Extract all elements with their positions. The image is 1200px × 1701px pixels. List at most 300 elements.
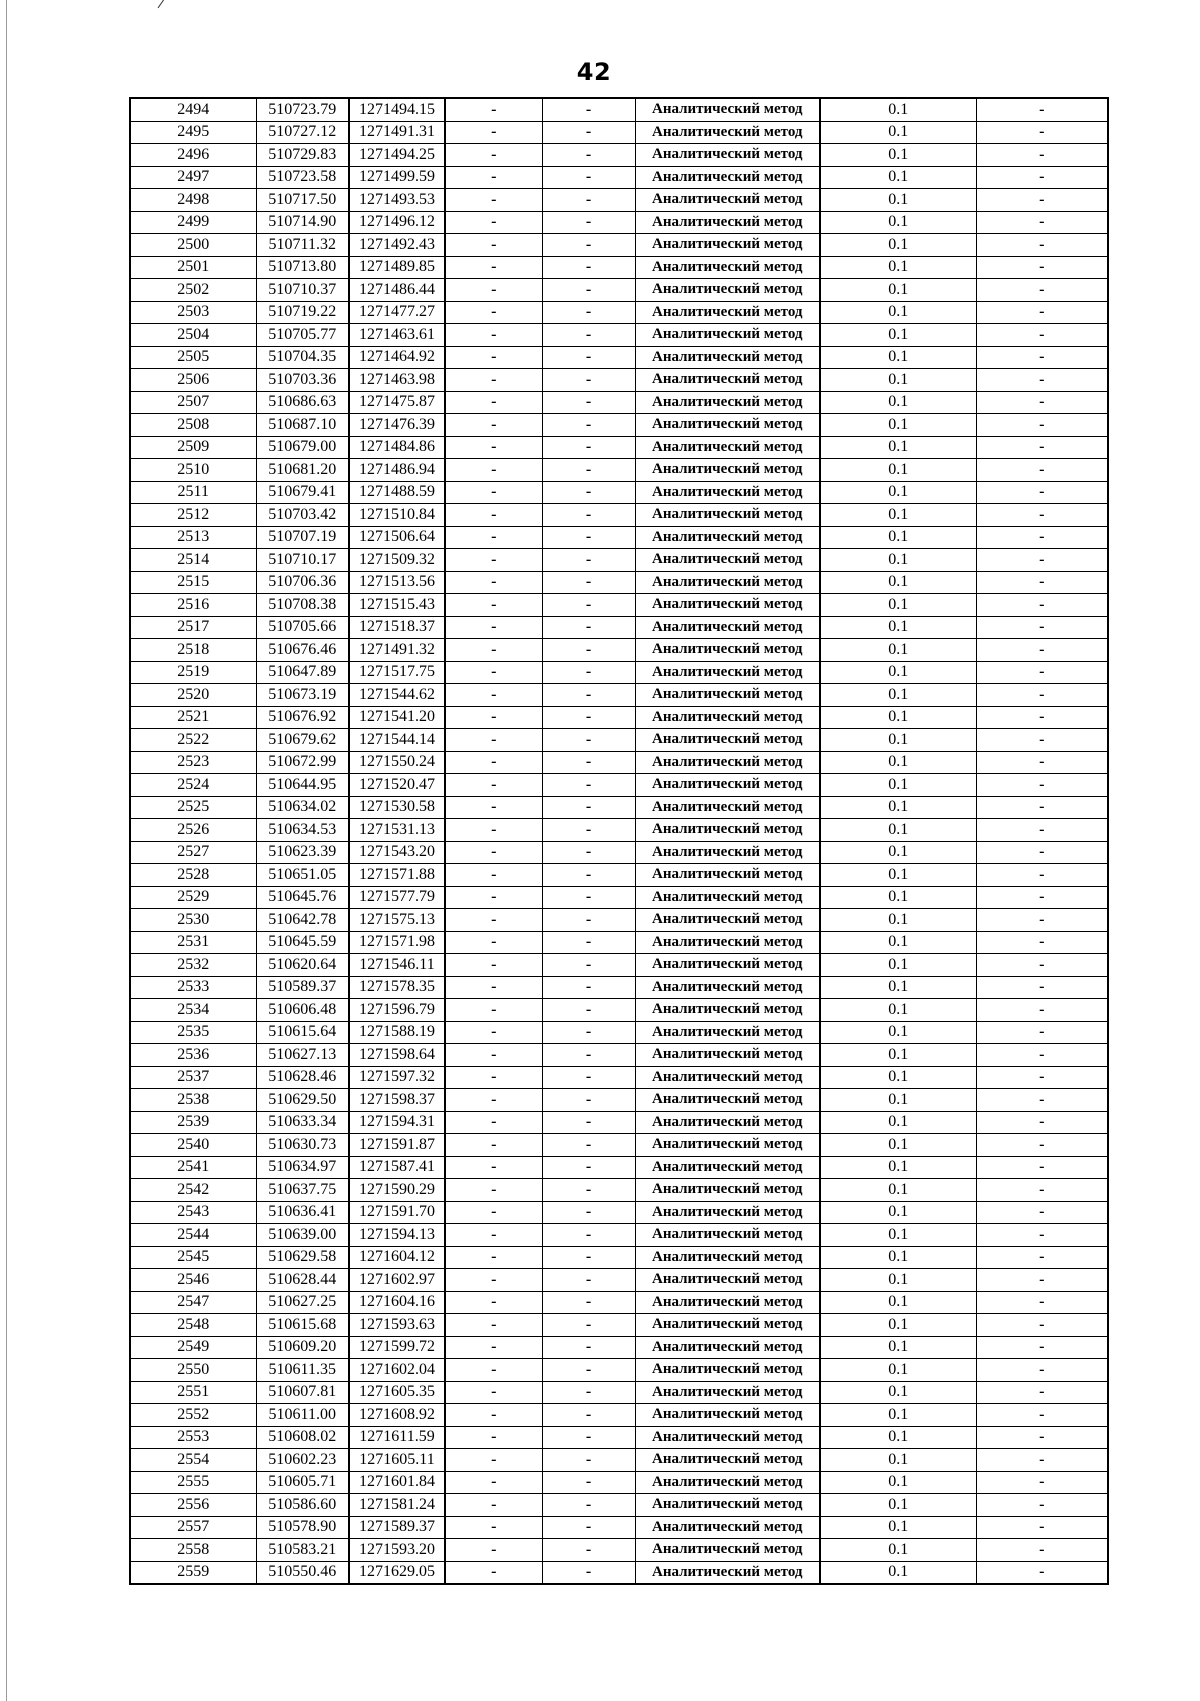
dash-cell: - bbox=[445, 909, 542, 932]
dash-cell: - bbox=[445, 279, 542, 302]
method-cell: Аналитический метод bbox=[635, 909, 820, 932]
table-row bbox=[130, 751, 1108, 774]
table-row bbox=[130, 864, 1108, 887]
dash-cell: - bbox=[445, 144, 542, 167]
accuracy-cell: 0.1 bbox=[820, 1359, 976, 1382]
point-number-cell: 2534 bbox=[130, 999, 256, 1022]
dash-cell: - bbox=[445, 999, 542, 1022]
dash-cell: - bbox=[976, 211, 1108, 234]
table-row bbox=[130, 1471, 1108, 1494]
accuracy-cell: 0.1 bbox=[820, 729, 976, 752]
point-number-cell: 2519 bbox=[130, 661, 256, 684]
table-row bbox=[130, 301, 1108, 324]
dash-cell: - bbox=[976, 1561, 1108, 1584]
dash-cell: - bbox=[976, 121, 1108, 144]
x-coordinate-cell: 510723.79 bbox=[256, 98, 349, 121]
y-coordinate-cell: 1271629.05 bbox=[349, 1561, 445, 1584]
dash-cell: - bbox=[445, 189, 542, 212]
y-coordinate-cell: 1271544.14 bbox=[349, 729, 445, 752]
accuracy-cell: 0.1 bbox=[820, 1089, 976, 1112]
table-row bbox=[130, 976, 1108, 999]
x-coordinate-cell: 510708.38 bbox=[256, 594, 349, 617]
y-coordinate-cell: 1271520.47 bbox=[349, 774, 445, 797]
table-row bbox=[130, 256, 1108, 279]
dash-cell: - bbox=[542, 234, 635, 257]
dash-cell: - bbox=[542, 886, 635, 909]
point-number-cell: 2554 bbox=[130, 1449, 256, 1472]
point-number-cell: 2507 bbox=[130, 391, 256, 414]
table-row bbox=[130, 1089, 1108, 1112]
x-coordinate-cell: 510628.44 bbox=[256, 1269, 349, 1292]
accuracy-cell: 0.1 bbox=[820, 121, 976, 144]
dash-cell: - bbox=[976, 1156, 1108, 1179]
point-number-cell: 2509 bbox=[130, 436, 256, 459]
x-coordinate-cell: 510586.60 bbox=[256, 1494, 349, 1517]
dash-cell: - bbox=[976, 1539, 1108, 1562]
method-cell: Аналитический метод bbox=[635, 841, 820, 864]
table-row bbox=[130, 841, 1108, 864]
point-number-cell: 2541 bbox=[130, 1156, 256, 1179]
y-coordinate-cell: 1271494.25 bbox=[349, 144, 445, 167]
accuracy-cell: 0.1 bbox=[820, 481, 976, 504]
table-row bbox=[130, 1561, 1108, 1584]
y-coordinate-cell: 1271611.59 bbox=[349, 1426, 445, 1449]
method-cell: Аналитический метод bbox=[635, 504, 820, 527]
method-cell: Аналитический метод bbox=[635, 931, 820, 954]
dash-cell: - bbox=[542, 796, 635, 819]
point-number-cell: 2552 bbox=[130, 1404, 256, 1427]
x-coordinate-cell: 510639.00 bbox=[256, 1224, 349, 1247]
y-coordinate-cell: 1271602.97 bbox=[349, 1269, 445, 1292]
point-number-cell: 2522 bbox=[130, 729, 256, 752]
point-number-cell: 2556 bbox=[130, 1494, 256, 1517]
dash-cell: - bbox=[542, 1179, 635, 1202]
accuracy-cell: 0.1 bbox=[820, 1539, 976, 1562]
y-coordinate-cell: 1271596.79 bbox=[349, 999, 445, 1022]
dash-cell: - bbox=[976, 324, 1108, 347]
point-number-cell: 2547 bbox=[130, 1291, 256, 1314]
point-number-cell: 2505 bbox=[130, 346, 256, 369]
table-row bbox=[130, 1066, 1108, 1089]
y-coordinate-cell: 1271599.72 bbox=[349, 1336, 445, 1359]
method-cell: Аналитический метод bbox=[635, 571, 820, 594]
dash-cell: - bbox=[542, 211, 635, 234]
dash-cell: - bbox=[542, 639, 635, 662]
method-cell: Аналитический метод bbox=[635, 1426, 820, 1449]
method-cell: Аналитический метод bbox=[635, 864, 820, 887]
y-coordinate-cell: 1271492.43 bbox=[349, 234, 445, 257]
accuracy-cell: 0.1 bbox=[820, 301, 976, 324]
accuracy-cell: 0.1 bbox=[820, 594, 976, 617]
method-cell: Аналитический метод bbox=[635, 256, 820, 279]
method-cell: Аналитический метод bbox=[635, 1516, 820, 1539]
y-coordinate-cell: 1271464.92 bbox=[349, 346, 445, 369]
point-number-cell: 2515 bbox=[130, 571, 256, 594]
method-cell: Аналитический метод bbox=[635, 1494, 820, 1517]
table-row bbox=[130, 121, 1108, 144]
dash-cell: - bbox=[542, 954, 635, 977]
dash-cell: - bbox=[445, 1516, 542, 1539]
method-cell: Аналитический метод bbox=[635, 729, 820, 752]
accuracy-cell: 0.1 bbox=[820, 1269, 976, 1292]
dash-cell: - bbox=[445, 819, 542, 842]
y-coordinate-cell: 1271587.41 bbox=[349, 1156, 445, 1179]
point-number-cell: 2526 bbox=[130, 819, 256, 842]
dash-cell: - bbox=[542, 909, 635, 932]
table-row bbox=[130, 1516, 1108, 1539]
dash-cell: - bbox=[976, 1291, 1108, 1314]
accuracy-cell: 0.1 bbox=[820, 1021, 976, 1044]
accuracy-cell: 0.1 bbox=[820, 841, 976, 864]
y-coordinate-cell: 1271571.98 bbox=[349, 931, 445, 954]
dash-cell: - bbox=[445, 954, 542, 977]
dash-cell: - bbox=[445, 729, 542, 752]
table-row bbox=[130, 459, 1108, 482]
accuracy-cell: 0.1 bbox=[820, 999, 976, 1022]
dash-cell: - bbox=[445, 1089, 542, 1112]
x-coordinate-cell: 510645.59 bbox=[256, 931, 349, 954]
table-row bbox=[130, 1539, 1108, 1562]
dash-cell: - bbox=[542, 594, 635, 617]
point-number-cell: 2506 bbox=[130, 369, 256, 392]
point-number-cell: 2540 bbox=[130, 1134, 256, 1157]
dash-cell: - bbox=[445, 436, 542, 459]
dash-cell: - bbox=[976, 729, 1108, 752]
dash-cell: - bbox=[445, 796, 542, 819]
dash-cell: - bbox=[445, 1561, 542, 1584]
table-row bbox=[130, 526, 1108, 549]
dash-cell: - bbox=[976, 1179, 1108, 1202]
table-row bbox=[130, 1179, 1108, 1202]
dash-cell: - bbox=[976, 1246, 1108, 1269]
x-coordinate-cell: 510714.90 bbox=[256, 211, 349, 234]
method-cell: Аналитический метод bbox=[635, 1314, 820, 1337]
dash-cell: - bbox=[542, 459, 635, 482]
y-coordinate-cell: 1271486.94 bbox=[349, 459, 445, 482]
point-number-cell: 2543 bbox=[130, 1201, 256, 1224]
dash-cell: - bbox=[542, 166, 635, 189]
method-cell: Аналитический метод bbox=[635, 751, 820, 774]
dash-cell: - bbox=[976, 369, 1108, 392]
x-coordinate-cell: 510679.41 bbox=[256, 481, 349, 504]
method-cell: Аналитический метод bbox=[635, 1111, 820, 1134]
dash-cell: - bbox=[445, 234, 542, 257]
dash-cell: - bbox=[976, 909, 1108, 932]
dash-cell: - bbox=[542, 1111, 635, 1134]
y-coordinate-cell: 1271581.24 bbox=[349, 1494, 445, 1517]
accuracy-cell: 0.1 bbox=[820, 549, 976, 572]
dash-cell: - bbox=[542, 1336, 635, 1359]
dash-cell: - bbox=[445, 1044, 542, 1067]
accuracy-cell: 0.1 bbox=[820, 1111, 976, 1134]
y-coordinate-cell: 1271575.13 bbox=[349, 909, 445, 932]
dash-cell: - bbox=[542, 1021, 635, 1044]
y-coordinate-cell: 1271517.75 bbox=[349, 661, 445, 684]
y-coordinate-cell: 1271486.44 bbox=[349, 279, 445, 302]
dash-cell: - bbox=[542, 1044, 635, 1067]
dash-cell: - bbox=[542, 1314, 635, 1337]
point-number-cell: 2528 bbox=[130, 864, 256, 887]
dash-cell: - bbox=[445, 256, 542, 279]
dash-cell: - bbox=[542, 1561, 635, 1584]
dash-cell: - bbox=[542, 1516, 635, 1539]
accuracy-cell: 0.1 bbox=[820, 616, 976, 639]
method-cell: Аналитический метод bbox=[635, 459, 820, 482]
x-coordinate-cell: 510713.80 bbox=[256, 256, 349, 279]
dash-cell: - bbox=[976, 189, 1108, 212]
accuracy-cell: 0.1 bbox=[820, 369, 976, 392]
table-row bbox=[130, 1426, 1108, 1449]
x-coordinate-cell: 510627.13 bbox=[256, 1044, 349, 1067]
y-coordinate-cell: 1271494.15 bbox=[349, 98, 445, 121]
accuracy-cell: 0.1 bbox=[820, 774, 976, 797]
x-coordinate-cell: 510611.35 bbox=[256, 1359, 349, 1382]
method-cell: Аналитический метод bbox=[635, 1359, 820, 1382]
dash-cell: - bbox=[542, 819, 635, 842]
x-coordinate-cell: 510634.53 bbox=[256, 819, 349, 842]
y-coordinate-cell: 1271605.11 bbox=[349, 1449, 445, 1472]
table-row bbox=[130, 391, 1108, 414]
accuracy-cell: 0.1 bbox=[820, 526, 976, 549]
y-coordinate-cell: 1271544.62 bbox=[349, 684, 445, 707]
y-coordinate-cell: 1271531.13 bbox=[349, 819, 445, 842]
point-number-cell: 2525 bbox=[130, 796, 256, 819]
method-cell: Аналитический метод bbox=[635, 1291, 820, 1314]
dash-cell: - bbox=[445, 1246, 542, 1269]
method-cell: Аналитический метод bbox=[635, 1269, 820, 1292]
accuracy-cell: 0.1 bbox=[820, 886, 976, 909]
table-row bbox=[130, 706, 1108, 729]
method-cell: Аналитический метод bbox=[635, 211, 820, 234]
dash-cell: - bbox=[445, 211, 542, 234]
accuracy-cell: 0.1 bbox=[820, 414, 976, 437]
dash-cell: - bbox=[542, 504, 635, 527]
x-coordinate-cell: 510711.32 bbox=[256, 234, 349, 257]
accuracy-cell: 0.1 bbox=[820, 706, 976, 729]
method-cell: Аналитический метод bbox=[635, 98, 820, 121]
method-cell: Аналитический метод bbox=[635, 369, 820, 392]
dash-cell: - bbox=[445, 1066, 542, 1089]
dash-cell: - bbox=[542, 976, 635, 999]
method-cell: Аналитический метод bbox=[635, 1134, 820, 1157]
dash-cell: - bbox=[976, 774, 1108, 797]
y-coordinate-cell: 1271594.31 bbox=[349, 1111, 445, 1134]
table-row bbox=[130, 504, 1108, 527]
y-coordinate-cell: 1271477.27 bbox=[349, 301, 445, 324]
table-row bbox=[130, 234, 1108, 257]
dash-cell: - bbox=[976, 1089, 1108, 1112]
y-coordinate-cell: 1271488.59 bbox=[349, 481, 445, 504]
point-number-cell: 2503 bbox=[130, 301, 256, 324]
dash-cell: - bbox=[976, 144, 1108, 167]
y-coordinate-cell: 1271510.84 bbox=[349, 504, 445, 527]
accuracy-cell: 0.1 bbox=[820, 661, 976, 684]
table-row bbox=[130, 481, 1108, 504]
dash-cell: - bbox=[445, 594, 542, 617]
point-number-cell: 2496 bbox=[130, 144, 256, 167]
dash-cell: - bbox=[976, 1404, 1108, 1427]
x-coordinate-cell: 510647.89 bbox=[256, 661, 349, 684]
method-cell: Аналитический метод bbox=[635, 1381, 820, 1404]
dash-cell: - bbox=[976, 1201, 1108, 1224]
point-number-cell: 2529 bbox=[130, 886, 256, 909]
dash-cell: - bbox=[976, 166, 1108, 189]
dash-cell: - bbox=[542, 526, 635, 549]
method-cell: Аналитический метод bbox=[635, 121, 820, 144]
dash-cell: - bbox=[976, 1516, 1108, 1539]
method-cell: Аналитический метод bbox=[635, 1201, 820, 1224]
x-coordinate-cell: 510628.46 bbox=[256, 1066, 349, 1089]
method-cell: Аналитический метод bbox=[635, 1089, 820, 1112]
point-number-cell: 2557 bbox=[130, 1516, 256, 1539]
point-number-cell: 2558 bbox=[130, 1539, 256, 1562]
dash-cell: - bbox=[976, 616, 1108, 639]
dash-cell: - bbox=[542, 1246, 635, 1269]
point-number-cell: 2549 bbox=[130, 1336, 256, 1359]
dash-cell: - bbox=[976, 1134, 1108, 1157]
x-coordinate-cell: 510607.81 bbox=[256, 1381, 349, 1404]
method-cell: Аналитический метод bbox=[635, 234, 820, 257]
x-coordinate-cell: 510645.76 bbox=[256, 886, 349, 909]
dash-cell: - bbox=[976, 1021, 1108, 1044]
point-number-cell: 2514 bbox=[130, 549, 256, 572]
table-row bbox=[130, 144, 1108, 167]
dash-cell: - bbox=[976, 886, 1108, 909]
x-coordinate-cell: 510676.92 bbox=[256, 706, 349, 729]
dash-cell: - bbox=[445, 414, 542, 437]
dash-cell: - bbox=[445, 639, 542, 662]
dash-cell: - bbox=[445, 1494, 542, 1517]
table-row bbox=[130, 1044, 1108, 1067]
dash-cell: - bbox=[542, 1426, 635, 1449]
y-coordinate-cell: 1271593.20 bbox=[349, 1539, 445, 1562]
dash-cell: - bbox=[976, 459, 1108, 482]
method-cell: Аналитический метод bbox=[635, 684, 820, 707]
point-number-cell: 2535 bbox=[130, 1021, 256, 1044]
dash-cell: - bbox=[976, 1314, 1108, 1337]
dash-cell: - bbox=[445, 481, 542, 504]
dash-cell: - bbox=[542, 1156, 635, 1179]
accuracy-cell: 0.1 bbox=[820, 1224, 976, 1247]
point-number-cell: 2494 bbox=[130, 98, 256, 121]
x-coordinate-cell: 510679.00 bbox=[256, 436, 349, 459]
dash-cell: - bbox=[445, 1201, 542, 1224]
y-coordinate-cell: 1271591.87 bbox=[349, 1134, 445, 1157]
dash-cell: - bbox=[445, 1269, 542, 1292]
table-row bbox=[130, 1224, 1108, 1247]
accuracy-cell: 0.1 bbox=[820, 1291, 976, 1314]
y-coordinate-cell: 1271605.35 bbox=[349, 1381, 445, 1404]
dash-cell: - bbox=[542, 1134, 635, 1157]
x-coordinate-cell: 510717.50 bbox=[256, 189, 349, 212]
accuracy-cell: 0.1 bbox=[820, 1449, 976, 1472]
x-coordinate-cell: 510687.10 bbox=[256, 414, 349, 437]
dash-cell: - bbox=[976, 1449, 1108, 1472]
x-coordinate-cell: 510719.22 bbox=[256, 301, 349, 324]
point-number-cell: 2516 bbox=[130, 594, 256, 617]
dash-cell: - bbox=[445, 684, 542, 707]
dash-cell: - bbox=[542, 1291, 635, 1314]
point-number-cell: 2530 bbox=[130, 909, 256, 932]
dash-cell: - bbox=[445, 1426, 542, 1449]
method-cell: Аналитический метод bbox=[635, 774, 820, 797]
x-coordinate-cell: 510636.41 bbox=[256, 1201, 349, 1224]
x-coordinate-cell: 510627.25 bbox=[256, 1291, 349, 1314]
method-cell: Аналитический метод bbox=[635, 976, 820, 999]
table-row bbox=[130, 1494, 1108, 1517]
y-coordinate-cell: 1271602.04 bbox=[349, 1359, 445, 1382]
table-row bbox=[130, 1291, 1108, 1314]
accuracy-cell: 0.1 bbox=[820, 909, 976, 932]
accuracy-cell: 0.1 bbox=[820, 1404, 976, 1427]
dash-cell: - bbox=[976, 391, 1108, 414]
accuracy-cell: 0.1 bbox=[820, 684, 976, 707]
table-row bbox=[130, 189, 1108, 212]
dash-cell: - bbox=[542, 1449, 635, 1472]
dash-cell: - bbox=[542, 279, 635, 302]
point-number-cell: 2524 bbox=[130, 774, 256, 797]
table-row bbox=[130, 796, 1108, 819]
accuracy-cell: 0.1 bbox=[820, 1516, 976, 1539]
accuracy-cell: 0.1 bbox=[820, 256, 976, 279]
table-row bbox=[130, 414, 1108, 437]
dash-cell: - bbox=[445, 459, 542, 482]
x-coordinate-cell: 510615.64 bbox=[256, 1021, 349, 1044]
y-coordinate-cell: 1271546.11 bbox=[349, 954, 445, 977]
y-coordinate-cell: 1271484.86 bbox=[349, 436, 445, 459]
dash-cell: - bbox=[976, 706, 1108, 729]
table-row bbox=[130, 1246, 1108, 1269]
dash-cell: - bbox=[445, 1156, 542, 1179]
y-coordinate-cell: 1271518.37 bbox=[349, 616, 445, 639]
table-row bbox=[130, 594, 1108, 617]
accuracy-cell: 0.1 bbox=[820, 1201, 976, 1224]
dash-cell: - bbox=[542, 1359, 635, 1382]
table-row bbox=[130, 571, 1108, 594]
point-number-cell: 2538 bbox=[130, 1089, 256, 1112]
dash-cell: - bbox=[976, 98, 1108, 121]
x-coordinate-cell: 510679.62 bbox=[256, 729, 349, 752]
dash-cell: - bbox=[542, 189, 635, 212]
x-coordinate-cell: 510676.46 bbox=[256, 639, 349, 662]
y-coordinate-cell: 1271588.19 bbox=[349, 1021, 445, 1044]
dash-cell: - bbox=[445, 1179, 542, 1202]
dash-cell: - bbox=[445, 504, 542, 527]
dash-cell: - bbox=[445, 1291, 542, 1314]
dash-cell: - bbox=[976, 954, 1108, 977]
method-cell: Аналитический метод bbox=[635, 616, 820, 639]
method-cell: Аналитический метод bbox=[635, 819, 820, 842]
accuracy-cell: 0.1 bbox=[820, 954, 976, 977]
dash-cell: - bbox=[542, 98, 635, 121]
accuracy-cell: 0.1 bbox=[820, 819, 976, 842]
dash-cell: - bbox=[542, 1269, 635, 1292]
dash-cell: - bbox=[976, 819, 1108, 842]
method-cell: Аналитический метод bbox=[635, 346, 820, 369]
method-cell: Аналитический метод bbox=[635, 1156, 820, 1179]
accuracy-cell: 0.1 bbox=[820, 144, 976, 167]
accuracy-cell: 0.1 bbox=[820, 796, 976, 819]
dash-cell: - bbox=[542, 841, 635, 864]
accuracy-cell: 0.1 bbox=[820, 1066, 976, 1089]
dash-cell: - bbox=[445, 706, 542, 729]
x-coordinate-cell: 510686.63 bbox=[256, 391, 349, 414]
table-row bbox=[130, 1449, 1108, 1472]
y-coordinate-cell: 1271601.84 bbox=[349, 1471, 445, 1494]
table-row bbox=[130, 279, 1108, 302]
x-coordinate-cell: 510630.73 bbox=[256, 1134, 349, 1157]
dash-cell: - bbox=[542, 774, 635, 797]
